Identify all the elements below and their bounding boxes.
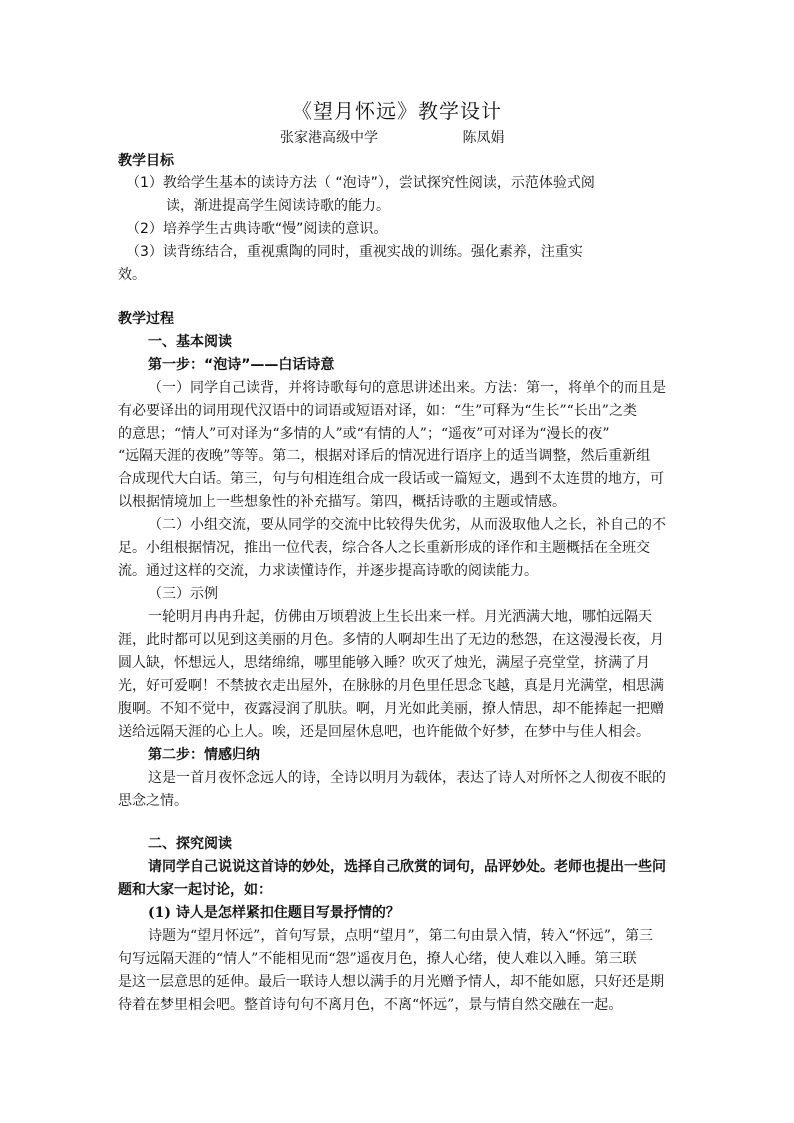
text-line: 待着在梦里相会吧。整首诗句句不离月色，不离“怀远”，景与情自然交融在一起。	[118, 997, 623, 1013]
text-line: 一、基本阅读	[148, 334, 232, 350]
text-line: 题和大家一起讨论，如：	[118, 882, 272, 898]
school-name: 张家港高级中学	[280, 130, 378, 146]
text-line: （二）小组交流，要从同学的交流中比较得失优劣，从而汲取他人之长，补自己的不	[148, 517, 666, 533]
text-line: 句写远隔天涯的“情人”不能相见而“怨”遥夜月色，撩人心绪，使人难以入睡。第三联	[118, 951, 637, 967]
text-line: 思念之情。	[118, 793, 188, 809]
text-line: 光，好可爱啊！不禁披衣走出屋外，在脉脉的月色里任思念飞越，真是月光满堂，相思满	[118, 678, 664, 694]
text-line: 二、探究阅读	[148, 836, 232, 852]
text-line: （1）教给学生基本的读诗方法（ “泡诗”），尝试探究性阅读，示范体验式阅	[126, 175, 595, 191]
text-line: 送给远隔天涯的心上人。唉，还是回屋休息吧，也许能做个好梦，在梦中与佳人相会。	[118, 724, 650, 740]
text-line: 效。	[118, 267, 146, 283]
text-line: 是这一层意思的延伸。最后一联诗人想以满手的月光赠予情人，却不能如愿，只好还是期	[118, 974, 664, 990]
text-line: 流。通过这样的交流，力求读懂诗作，并逐步提高诗歌的阅读能力。	[118, 563, 538, 579]
text-line: 一轮明月冉冉升起，仿佛由万顷碧波上生长出来一样。月光洒满大地，哪怕远隔天	[148, 609, 652, 625]
text-line: “远隔天涯的夜晚”等等。第二，根据对译后的情况进行语序上的适当调整，然后重新组	[118, 448, 651, 464]
text-line: 的意思；“情人”可对译为“多情的人”或“有情的人”；“遥夜”可对译为“漫长的夜”	[118, 426, 610, 442]
author-name: 陈凤娟	[462, 130, 505, 146]
text-line: 圆人缺，怀想远人，思绪绵绵，哪里能够入睡？吹灭了烛光，满屋子亮堂堂，挤满了月	[118, 655, 650, 671]
text-line: 合成现代大白话。第三，句与句相连组合成一段话或一篇短文，遇到不太连贯的地方，可	[118, 471, 664, 487]
text-line: 以根据情境加上一些想象性的补充描写。第四，概括诗歌的主题或情感。	[118, 494, 566, 510]
text-line: 请同学自己说说这首诗的妙处，选择自己欣赏的词句，品评妙处。老师也提出一些问	[148, 859, 666, 875]
text-line: 有必要译出的词用现代汉语中的词语或短语对译，如：“生”可释为“生长”“长出”之类	[118, 403, 637, 419]
text-line: 教学目标	[118, 153, 174, 169]
document-title: 《望月怀远》教学设计	[292, 99, 502, 123]
text-line: 教学过程	[118, 311, 174, 327]
text-line: 第一步：“泡诗”——白话诗意	[148, 357, 335, 373]
text-line: （三）示例	[148, 586, 218, 602]
document-byline	[280, 127, 580, 147]
text-line: 诗题为“望月怀远”，首句写景，点明“望月”，第二句由景入情，转入“怀远”，第三	[148, 928, 653, 944]
text-line: (1) 诗人是怎样紧扣住题目写景抒情的？	[148, 905, 400, 921]
text-line: （3）读背练结合，重视熏陶的同时，重视实战的训练。强化素养，注重实	[126, 244, 583, 260]
text-line: 足。小组根据情况，推出一位代表，综合各人之长重新形成的译作和主题概括在全班交	[118, 540, 650, 556]
text-line: 第二步：情感归纳	[148, 747, 260, 763]
text-line: 涯，此时都可以见到这美丽的月色。多情的人啊却生出了无边的愁怨，在这漫漫长夜，月	[118, 632, 664, 648]
text-line: （2）培养学生古典诗歌“慢”阅读的意识。	[126, 221, 388, 237]
text-line: 读，渐进提高学生阅读诗歌的能力。	[166, 198, 390, 214]
text-line: 腹啊。不知不觉中，夜露浸润了肌肤。啊，月光如此美丽，撩人情思，却不能捧起一把赠	[118, 701, 664, 717]
text-line: （一）同学自己读背，并将诗歌每句的意思讲述出来。方法：第一，将单个的而且是	[148, 380, 666, 396]
text-line: 这是一首月夜怀念远人的诗，全诗以明月为载体，表达了诗人对所怀之人彻夜不眠的	[148, 770, 666, 786]
